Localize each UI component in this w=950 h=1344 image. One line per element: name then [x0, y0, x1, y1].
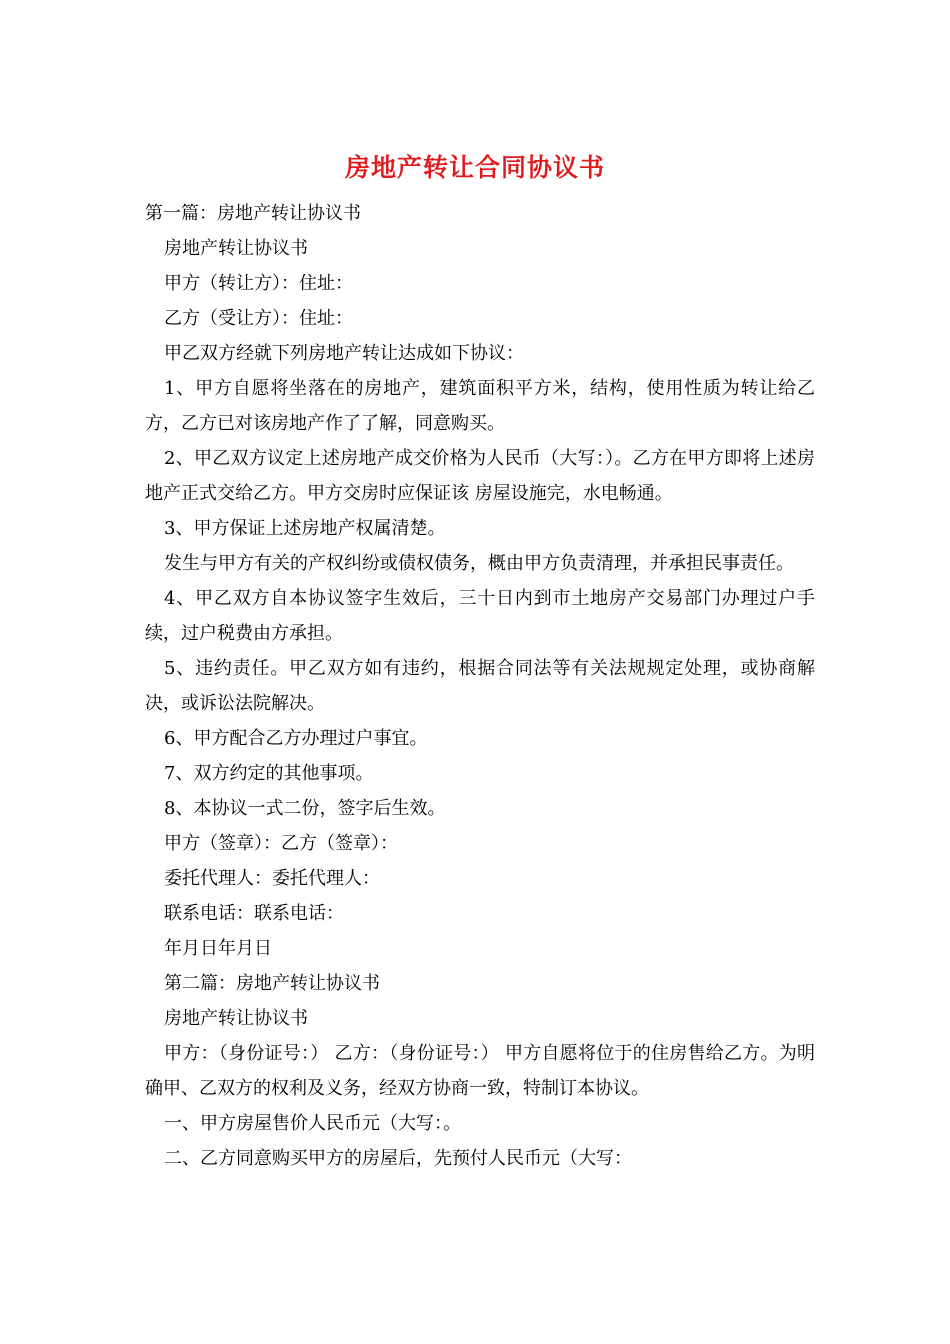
document-body: [145, 196, 815, 1176]
paragraph: 二、乙方同意购买甲方的房屋后，先预付人民币元（大写：: [164, 1148, 632, 1169]
paragraph: 一、甲方房屋售价人民币元（大写：。: [164, 1113, 461, 1134]
phone-line: 联系电话：联系电话：: [164, 903, 344, 924]
paragraph: 6、甲方配合乙方办理过户事宜。: [164, 728, 428, 749]
date-line: 年月日年月日: [164, 938, 272, 959]
section-heading: 第一篇：房地产转让协议书: [145, 203, 361, 224]
paragraph: 2、甲乙双方议定上述房地产成交价格为人民币（大写：）。乙方在甲方即将上述房地产正式交给乙方。甲方交房时应保证该 房屋设施完，水电畅通。: [145, 448, 815, 504]
paragraph: 甲乙双方经就下列房地产转让达成如下协议：: [164, 343, 524, 364]
paragraph: 甲方（转让方）：住址：: [164, 273, 353, 294]
paragraph: 8、本协议一式二份，签字后生效。: [164, 798, 446, 819]
paragraph: 3、甲方保证上述房地产权属清楚。: [164, 518, 446, 539]
paragraph: 发生与甲方有关的产权纠纷或债权债务，概由甲方负责清理，并承担民事责任。: [164, 553, 794, 574]
paragraph: 房地产转让协议书: [164, 1008, 308, 1029]
paragraph: 7、双方约定的其他事项。: [164, 763, 374, 784]
signature-line: 甲方（签章）：乙方（签章）：: [164, 833, 398, 854]
paragraph: 4、甲乙双方自本协议签字生效后，三十日内到市土地房产交易部门办理过户手续，过户税费由方承担。: [145, 588, 815, 644]
paragraph: 甲方：（身份证号：） 乙方：（身份证号：） 甲方自愿将位于的住房售给乙方。为明确甲、乙双方的权利及义务，经双方协商一致，特制订本协议。: [145, 1043, 815, 1099]
paragraph: 乙方（受让方）：住址：: [164, 308, 353, 329]
paragraph: 5、违约责任。甲乙双方如有违约，根据合同法等有关法规规定处理，或协商解决，或诉讼法院解决。: [145, 658, 815, 714]
paragraph: 1、甲方自愿将坐落在的房地产，建筑面积平方米，结构，使用性质为转让给乙方，乙方已对该房地产作了了解，同意购买。: [145, 378, 815, 434]
agent-line: 委托代理人：委托代理人：: [164, 868, 380, 889]
section-heading: 第二篇：房地产转让协议书: [164, 973, 380, 994]
document-title: 房地产转让合同协议书: [344, 153, 605, 182]
paragraph: 房地产转让协议书: [164, 238, 308, 259]
